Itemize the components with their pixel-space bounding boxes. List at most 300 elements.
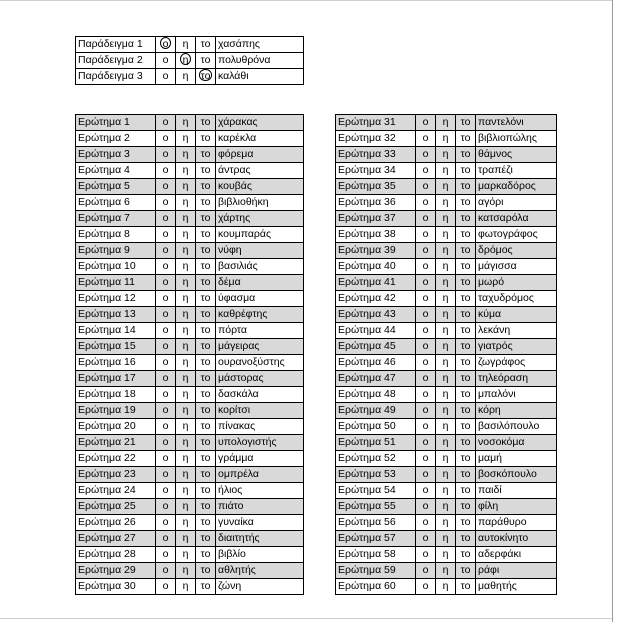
option-i[interactable]: [436, 355, 456, 371]
option-o[interactable]: [156, 179, 176, 195]
option-i[interactable]: [436, 451, 456, 467]
question-row: [76, 579, 304, 595]
word-cell: [216, 323, 304, 339]
option-to[interactable]: [196, 147, 216, 163]
option-to[interactable]: [196, 387, 216, 403]
row-label-text: Ερώτημα 31: [338, 116, 396, 128]
option-i[interactable]: [176, 579, 196, 595]
option-o[interactable]: [156, 451, 176, 467]
option-to[interactable]: [196, 371, 216, 387]
option-to[interactable]: [456, 563, 476, 579]
option-i-text: η: [442, 564, 449, 576]
option-to[interactable]: [196, 115, 216, 131]
row-label-text: Ερώτημα 7: [78, 212, 130, 224]
option-o-text: ο: [162, 516, 169, 528]
option-o[interactable]: [416, 275, 436, 291]
option-o[interactable]: [156, 323, 176, 339]
option-i-text: η: [442, 228, 449, 240]
word-cell-text: λεκάνη: [478, 324, 511, 336]
option-o[interactable]: [416, 195, 436, 211]
option-to[interactable]: [456, 275, 476, 291]
option-o[interactable]: [156, 515, 176, 531]
option-to[interactable]: [456, 131, 476, 147]
option-o[interactable]: [156, 547, 176, 563]
word-cell: [216, 483, 304, 499]
option-o[interactable]: [156, 69, 176, 85]
question-row: [336, 323, 557, 339]
option-to[interactable]: [456, 195, 476, 211]
option-i[interactable]: [436, 483, 456, 499]
option-o-text: ο: [422, 500, 429, 512]
option-to[interactable]: [456, 307, 476, 323]
option-to[interactable]: [196, 275, 216, 291]
word-cell: [216, 467, 304, 483]
question-row: [76, 211, 304, 227]
option-o[interactable]: [416, 483, 436, 499]
option-i[interactable]: [436, 131, 456, 147]
option-to[interactable]: [456, 467, 476, 483]
row-label-text: Ερώτημα 13: [78, 308, 136, 320]
option-o[interactable]: [416, 307, 436, 323]
word-cell-text: γράμμα: [218, 452, 254, 464]
option-to-text: το: [200, 212, 211, 224]
option-to[interactable]: [196, 131, 216, 147]
question-row: [76, 371, 304, 387]
option-to-text: το: [200, 276, 211, 288]
option-i[interactable]: [436, 467, 456, 483]
row-label: [336, 451, 416, 467]
option-o-text: ο: [422, 436, 429, 448]
option-o[interactable]: [156, 195, 176, 211]
option-i[interactable]: [176, 37, 196, 53]
option-i[interactable]: [436, 563, 456, 579]
row-label-text: Ερώτημα 11: [78, 276, 135, 288]
option-to[interactable]: [196, 307, 216, 323]
option-o[interactable]: [156, 435, 176, 451]
option-o[interactable]: [156, 339, 176, 355]
word-cell-text: δρόμος: [478, 244, 513, 256]
option-o[interactable]: [156, 291, 176, 307]
word-cell-text: κουμπαράς: [218, 228, 272, 240]
option-o[interactable]: [416, 419, 436, 435]
row-label-text: Ερώτημα 51: [338, 436, 396, 448]
option-i[interactable]: [436, 227, 456, 243]
row-label: [76, 37, 156, 53]
option-i[interactable]: [176, 563, 196, 579]
option-to[interactable]: [196, 451, 216, 467]
question-row: [336, 515, 557, 531]
option-to[interactable]: [456, 371, 476, 387]
page-bottom-edge: [0, 618, 612, 619]
option-i[interactable]: [436, 371, 456, 387]
option-o-text: ο: [422, 308, 429, 320]
word-cell: [476, 227, 557, 243]
option-to[interactable]: [196, 531, 216, 547]
option-i[interactable]: [176, 499, 196, 515]
question-row: [336, 563, 557, 579]
row-label: [76, 147, 156, 163]
option-i[interactable]: [176, 259, 196, 275]
row-label-text: Ερώτημα 2: [78, 132, 130, 144]
option-to-text: το: [460, 260, 471, 272]
option-o[interactable]: [156, 371, 176, 387]
option-to-text: το: [460, 244, 471, 256]
option-o[interactable]: [156, 131, 176, 147]
row-label-text: Ερώτημα 14: [78, 324, 136, 336]
option-to-text: το: [460, 420, 471, 432]
question-row: [336, 243, 557, 259]
option-to[interactable]: [456, 579, 476, 595]
option-to-text: το: [460, 356, 471, 368]
word-cell-text: γυναίκα: [218, 516, 254, 528]
option-i[interactable]: [176, 531, 196, 547]
row-label: [76, 579, 156, 595]
option-i[interactable]: [436, 211, 456, 227]
option-to[interactable]: [196, 547, 216, 563]
option-to[interactable]: [196, 419, 216, 435]
option-i[interactable]: [176, 69, 196, 85]
option-o[interactable]: [416, 163, 436, 179]
option-o[interactable]: [156, 355, 176, 371]
option-o[interactable]: [416, 355, 436, 371]
word-cell-text: αυτοκίνητο: [478, 532, 529, 544]
option-i[interactable]: [436, 515, 456, 531]
row-label-text: Ερώτημα 9: [78, 244, 130, 256]
option-to-text: το: [460, 484, 471, 496]
row-label-text: Ερώτημα 16: [78, 356, 136, 368]
option-i[interactable]: [176, 53, 196, 69]
option-i[interactable]: [176, 307, 196, 323]
option-i[interactable]: [176, 227, 196, 243]
option-to[interactable]: [196, 435, 216, 451]
option-i[interactable]: [176, 451, 196, 467]
option-o[interactable]: [156, 243, 176, 259]
option-o-text: ο: [422, 164, 429, 176]
option-o[interactable]: [416, 323, 436, 339]
option-i[interactable]: [176, 195, 196, 211]
option-o[interactable]: [156, 163, 176, 179]
option-to-text: το: [200, 38, 211, 50]
option-i[interactable]: [176, 115, 196, 131]
option-o[interactable]: [156, 403, 176, 419]
option-to[interactable]: [196, 403, 216, 419]
option-to-text: το: [200, 580, 211, 592]
option-i-text: η: [182, 388, 189, 400]
option-i[interactable]: [176, 179, 196, 195]
option-o[interactable]: [156, 211, 176, 227]
word-cell: [476, 147, 557, 163]
option-o-text: ο: [162, 452, 169, 464]
option-o[interactable]: [416, 515, 436, 531]
option-o[interactable]: [416, 403, 436, 419]
option-o[interactable]: [416, 339, 436, 355]
row-label-text: Παράδειγμα 1: [78, 38, 143, 50]
question-row: [336, 147, 557, 163]
option-to[interactable]: [456, 499, 476, 515]
option-o[interactable]: [156, 499, 176, 515]
option-to[interactable]: [456, 515, 476, 531]
option-o[interactable]: [416, 259, 436, 275]
option-o[interactable]: [416, 211, 436, 227]
row-label-text: Ερώτημα 6: [78, 196, 130, 208]
option-o[interactable]: [156, 53, 176, 69]
option-o-text: ο: [422, 180, 429, 192]
option-o[interactable]: [156, 37, 176, 53]
option-to[interactable]: [196, 579, 216, 595]
option-to[interactable]: [456, 291, 476, 307]
option-o-text: ο: [162, 244, 169, 256]
word-cell-text: ήλιος: [218, 484, 243, 496]
option-to[interactable]: [456, 531, 476, 547]
option-to[interactable]: [456, 403, 476, 419]
option-i[interactable]: [436, 579, 456, 595]
option-to[interactable]: [456, 339, 476, 355]
option-to[interactable]: [456, 227, 476, 243]
option-i[interactable]: [436, 323, 456, 339]
option-i[interactable]: [436, 307, 456, 323]
option-to[interactable]: [196, 227, 216, 243]
option-o[interactable]: [156, 483, 176, 499]
option-to[interactable]: [456, 259, 476, 275]
word-cell: [216, 243, 304, 259]
option-to[interactable]: [456, 147, 476, 163]
option-i[interactable]: [436, 547, 456, 563]
word-cell: [476, 211, 557, 227]
option-to[interactable]: [196, 53, 216, 69]
option-o[interactable]: [416, 147, 436, 163]
word-cell: [216, 131, 304, 147]
option-to[interactable]: [456, 435, 476, 451]
row-label-text: Ερώτημα 32: [338, 132, 396, 144]
option-i-text: η: [442, 164, 449, 176]
option-i[interactable]: [436, 387, 456, 403]
question-row: [76, 499, 304, 515]
row-label: [76, 69, 156, 85]
option-to[interactable]: [196, 339, 216, 355]
option-o[interactable]: [156, 419, 176, 435]
option-i[interactable]: [436, 419, 456, 435]
option-i[interactable]: [436, 259, 456, 275]
word-cell-text: θάμνος: [478, 148, 513, 160]
row-label: [336, 563, 416, 579]
row-label-text: Ερώτημα 49: [338, 404, 396, 416]
option-o[interactable]: [156, 387, 176, 403]
option-i[interactable]: [436, 291, 456, 307]
option-i[interactable]: [176, 467, 196, 483]
option-o[interactable]: [416, 387, 436, 403]
question-row: [76, 387, 304, 403]
option-o[interactable]: [156, 259, 176, 275]
option-to[interactable]: [196, 291, 216, 307]
option-to[interactable]: [196, 323, 216, 339]
option-o[interactable]: [416, 563, 436, 579]
option-i[interactable]: [436, 275, 456, 291]
word-cell: [476, 339, 557, 355]
option-to[interactable]: [196, 211, 216, 227]
word-cell: [216, 547, 304, 563]
option-i[interactable]: [436, 339, 456, 355]
option-o[interactable]: [156, 275, 176, 291]
option-to[interactable]: [196, 563, 216, 579]
option-o[interactable]: [156, 579, 176, 595]
option-i[interactable]: [176, 547, 196, 563]
option-to[interactable]: [196, 499, 216, 515]
option-i[interactable]: [176, 339, 196, 355]
option-to[interactable]: [456, 355, 476, 371]
option-i[interactable]: [436, 403, 456, 419]
row-label-text: Ερώτημα 40: [338, 260, 396, 272]
word-cell: [476, 547, 557, 563]
option-i[interactable]: [436, 147, 456, 163]
option-to[interactable]: [196, 243, 216, 259]
option-o[interactable]: [416, 499, 436, 515]
word-cell: [216, 291, 304, 307]
option-to-text: το: [200, 532, 211, 544]
option-i[interactable]: [176, 435, 196, 451]
option-o[interactable]: [416, 467, 436, 483]
option-o[interactable]: [156, 115, 176, 131]
option-i[interactable]: [176, 483, 196, 499]
option-i[interactable]: [436, 179, 456, 195]
option-i[interactable]: [176, 355, 196, 371]
option-i[interactable]: [436, 163, 456, 179]
option-o[interactable]: [156, 531, 176, 547]
row-label: [336, 419, 416, 435]
option-o[interactable]: [416, 291, 436, 307]
option-to-text: το: [200, 308, 211, 320]
option-i-text: η: [442, 404, 449, 416]
word-cell-text: ζωγράφος: [478, 356, 526, 368]
option-o-text: ο: [162, 212, 169, 224]
word-cell-text: βοσκόπουλο: [478, 468, 537, 480]
row-label: [336, 547, 416, 563]
option-i[interactable]: [176, 131, 196, 147]
option-o-text: ο: [162, 340, 169, 352]
row-label: [336, 483, 416, 499]
option-to[interactable]: [456, 323, 476, 339]
option-i[interactable]: [436, 115, 456, 131]
option-i[interactable]: [176, 275, 196, 291]
option-to[interactable]: [456, 547, 476, 563]
option-to[interactable]: [196, 37, 216, 53]
option-o[interactable]: [416, 371, 436, 387]
option-o[interactable]: [416, 579, 436, 595]
option-to[interactable]: [456, 179, 476, 195]
option-o[interactable]: [416, 131, 436, 147]
option-o[interactable]: [416, 531, 436, 547]
option-o[interactable]: [156, 563, 176, 579]
option-o[interactable]: [416, 179, 436, 195]
option-to[interactable]: [456, 419, 476, 435]
question-row: [336, 163, 557, 179]
option-o-text: ο: [422, 484, 429, 496]
option-o[interactable]: [416, 243, 436, 259]
option-i[interactable]: [176, 419, 196, 435]
option-to[interactable]: [456, 451, 476, 467]
option-o[interactable]: [416, 451, 436, 467]
row-label-text: Ερώτημα 29: [78, 564, 136, 576]
option-i[interactable]: [176, 387, 196, 403]
option-i[interactable]: [436, 243, 456, 259]
option-i[interactable]: [176, 291, 196, 307]
question-row: [76, 307, 304, 323]
option-to[interactable]: [196, 355, 216, 371]
option-to-text: το: [200, 484, 211, 496]
option-to[interactable]: [456, 243, 476, 259]
option-to[interactable]: [456, 115, 476, 131]
option-to[interactable]: [196, 515, 216, 531]
row-label-text: Παράδειγμα 2: [78, 54, 143, 66]
option-to[interactable]: [456, 211, 476, 227]
option-to[interactable]: [456, 163, 476, 179]
option-i[interactable]: [176, 515, 196, 531]
option-o[interactable]: [156, 467, 176, 483]
option-i[interactable]: [176, 371, 196, 387]
row-label: [336, 467, 416, 483]
option-to[interactable]: [456, 483, 476, 499]
option-to-text: το: [200, 564, 211, 576]
word-cell-text: κύμα: [478, 308, 502, 320]
option-to[interactable]: [196, 179, 216, 195]
row-label-text: Ερώτημα 34: [338, 164, 396, 176]
option-to[interactable]: [196, 163, 216, 179]
row-label-text: Ερώτημα 41: [338, 276, 396, 288]
option-i[interactable]: [436, 531, 456, 547]
option-i-text: η: [182, 420, 189, 432]
option-o[interactable]: [416, 435, 436, 451]
option-i[interactable]: [176, 243, 196, 259]
option-o[interactable]: [416, 547, 436, 563]
option-i[interactable]: [436, 435, 456, 451]
option-o-text: ο: [162, 404, 169, 416]
option-o[interactable]: [416, 227, 436, 243]
option-to[interactable]: [196, 467, 216, 483]
option-o[interactable]: [156, 227, 176, 243]
word-cell: [476, 563, 557, 579]
word-cell: [216, 53, 304, 69]
word-cell-text: βασιλιάς: [218, 260, 258, 272]
row-label-text: Ερώτημα 33: [338, 148, 396, 160]
option-i[interactable]: [176, 211, 196, 227]
row-label: [76, 275, 156, 291]
option-to[interactable]: [196, 483, 216, 499]
option-to-text: το: [460, 452, 471, 464]
option-to[interactable]: [196, 69, 216, 85]
row-label-text: Ερώτημα 4: [78, 164, 130, 176]
option-i[interactable]: [176, 403, 196, 419]
word-cell: [216, 339, 304, 355]
option-i[interactable]: [176, 323, 196, 339]
word-cell-text: βιβλίο: [218, 548, 246, 560]
option-to-text: το: [200, 356, 211, 368]
option-to[interactable]: [456, 387, 476, 403]
option-i[interactable]: [436, 499, 456, 515]
option-i[interactable]: [436, 195, 456, 211]
row-label-text: Ερώτημα 48: [338, 388, 396, 400]
option-i[interactable]: [176, 147, 196, 163]
option-i[interactable]: [176, 163, 196, 179]
row-label: [336, 387, 416, 403]
option-o[interactable]: [156, 307, 176, 323]
row-label: [76, 243, 156, 259]
question-row: [336, 371, 557, 387]
word-cell: [216, 387, 304, 403]
option-o[interactable]: [416, 115, 436, 131]
option-o[interactable]: [156, 147, 176, 163]
option-to[interactable]: [196, 195, 216, 211]
row-label: [336, 147, 416, 163]
option-to[interactable]: [196, 259, 216, 275]
